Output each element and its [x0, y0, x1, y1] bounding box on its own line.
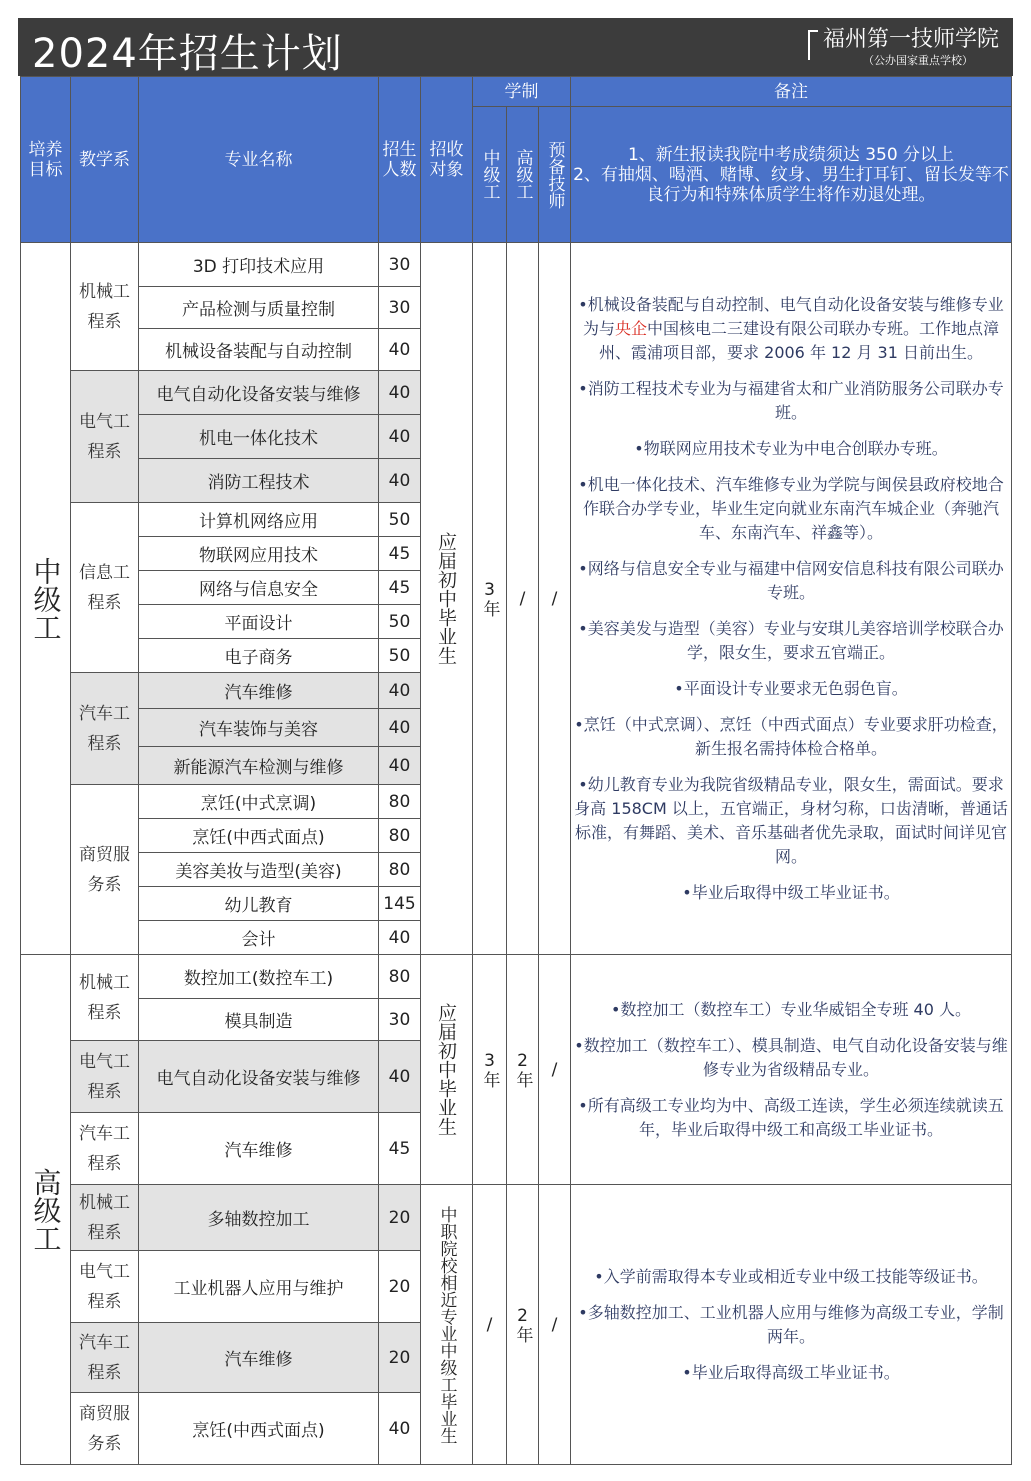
major-count: 40 [379, 673, 421, 709]
note-item: •机械设备装配与自动控制、电气自动化设备安装与维修专业为与央企中国核电二三建设有限公司联办专班。工作地点漳州、霞浦项目部，要求 2006 年 12 月 31 日前出生。 [578, 294, 1004, 362]
major-count: 40 [379, 1041, 421, 1113]
level-high: 高级工 [21, 955, 71, 1465]
major-name: 电子商务 [139, 639, 379, 673]
major-name: 模具制造 [139, 999, 379, 1041]
page-header [18, 18, 1013, 76]
dept-cell: 机械工程系 [71, 243, 139, 371]
major-name: 多轴数控加工 [139, 1185, 379, 1251]
major-name: 3D 打印技术应用 [139, 243, 379, 287]
bracket-decoration [808, 30, 818, 60]
sys-pre-cell: / [539, 1185, 571, 1465]
major-name: 工业机器人应用与维护 [139, 1251, 379, 1323]
major-count: 50 [379, 605, 421, 639]
note-item: •消防工程技术专业为与福建省太和广业消防服务公司联办专班。 [578, 378, 1004, 422]
school-subtitle: （公办国家重点学校） [863, 54, 973, 67]
sys-pre-cell: / [539, 955, 571, 1185]
note-item: •数控加工（数控车工）、模具制造、电气自动化设备安装与维修专业为省级精品专业。 [574, 1035, 1008, 1079]
major-name: 平面设计 [139, 605, 379, 639]
col-system-high: 高级工 [507, 107, 539, 243]
note-item: •毕业后取得高级工毕业证书。 [682, 1362, 900, 1382]
major-count: 30 [379, 287, 421, 329]
dept-cell: 汽车工程系 [71, 673, 139, 785]
major-count: 50 [379, 639, 421, 673]
major-name: 汽车装饰与美容 [139, 709, 379, 747]
major-name: 数控加工(数控车工) [139, 955, 379, 999]
major-count: 20 [379, 1185, 421, 1251]
major-count: 45 [379, 571, 421, 605]
major-count: 40 [379, 1393, 421, 1465]
major-count: 50 [379, 503, 421, 537]
major-name: 汽车维修 [139, 1323, 379, 1393]
major-name: 汽车维修 [139, 673, 379, 709]
major-name: 电气自动化设备安装与维修 [139, 371, 379, 415]
major-count: 40 [379, 371, 421, 415]
dept-cell: 电气工程系 [71, 1251, 139, 1323]
note-item: •毕业后取得中级工毕业证书。 [682, 882, 900, 902]
col-system: 学制 [473, 77, 571, 107]
mid-notes [571, 243, 1012, 955]
note-item: •机电一体化技术、汽车维修专业为学院与闽侯县政府校地合作联合办学专业，毕业生定向就业东南汽车城企业（奔驰汽车、东南汽车、祥鑫等）。 [578, 474, 1004, 542]
major-name: 美容美妆与造型(美容) [139, 853, 379, 887]
school-name: 福州第一技师学院 [822, 27, 999, 52]
major-count: 30 [379, 243, 421, 287]
note-item: •多轴数控加工、工业机器人应用与维修为高级工专业，学制两年。 [578, 1302, 1004, 1346]
sys-mid-cell: / [473, 1185, 507, 1465]
col-major: 专业名称 [139, 77, 379, 243]
major-count: 20 [379, 1323, 421, 1393]
col-target: 招收对象 [421, 77, 473, 243]
major-count: 40 [379, 415, 421, 459]
major-name: 幼儿教育 [139, 887, 379, 921]
major-name: 烹饪(中西式面点) [139, 819, 379, 853]
sys-mid-cell: 3年 [473, 955, 507, 1185]
sys-mid-cell: 3年 [473, 243, 507, 955]
note-item: •所有高级工专业均为中、高级工连读，学生必须连续就读五年，毕业后取得中级工和高级工毕业证书。 [578, 1095, 1004, 1139]
major-count: 40 [379, 921, 421, 955]
sys-high-cell: 2年 [507, 955, 539, 1185]
target-cell: 应届初中毕业生 [421, 955, 473, 1185]
level-mid: 中级工 [21, 243, 71, 955]
major-name: 机电一体化技术 [139, 415, 379, 459]
sys-pre-cell: / [539, 243, 571, 955]
note-item: •物联网应用技术专业为中电合创联办专班。 [634, 438, 948, 458]
major-name: 机械设备装配与自动控制 [139, 329, 379, 371]
note-item: •烹饪（中式烹调）、烹饪（中西式面点）专业要求肝功检查，新生报名需持体检合格单。 [574, 714, 1008, 758]
major-count: 40 [379, 747, 421, 785]
high-notes-2 [571, 1185, 1012, 1465]
note-item: •网络与信息安全专业与福建中信网安信息科技有限公司联办专班。 [578, 558, 1004, 602]
header-note-1: 1、新生报读我院中考成绩须达 350 分以上 [627, 144, 955, 165]
major-name: 产品检测与质量控制 [139, 287, 379, 329]
major-count: 30 [379, 999, 421, 1041]
col-dept: 教学系 [71, 77, 139, 243]
major-name: 消防工程技术 [139, 459, 379, 503]
dept-cell: 机械工程系 [71, 955, 139, 1041]
major-name: 新能源汽车检测与维修 [139, 747, 379, 785]
major-count: 145 [379, 887, 421, 921]
major-count: 80 [379, 785, 421, 819]
target-cell: 应届初中毕业生 [421, 243, 473, 955]
col-notes: 备注 [571, 77, 1012, 107]
note-item: •数控加工（数控车工）专业华威铝全专班 40 人。 [611, 999, 972, 1019]
major-count: 80 [379, 853, 421, 887]
major-count: 80 [379, 955, 421, 999]
major-count: 80 [379, 819, 421, 853]
major-name: 计算机网络应用 [139, 503, 379, 537]
note-item: •平面设计专业要求无色弱色盲。 [674, 678, 908, 698]
note-item: •幼儿教育专业为我院省级精品专业，限女生，需面试。要求身高 158CM 以上，五官端正，身材匀称，口齿清晰，普通话标准，有舞蹈、美术、音乐基础者优先录取，面试时间详见官网。 [574, 774, 1008, 866]
major-name: 汽车维修 [139, 1113, 379, 1185]
dept-cell: 信息工程系 [71, 503, 139, 673]
col-system-mid: 中级工 [473, 107, 507, 243]
dept-cell: 电气工程系 [71, 1041, 139, 1113]
dept-cell: 机械工程系 [71, 1185, 139, 1251]
target-cell: 中职院校相近专业中级工毕业生 [421, 1185, 473, 1465]
page-title: 2024年招生计划 [32, 31, 343, 77]
col-system-pre: 预备技师 [539, 107, 571, 243]
col-count: 招生人数 [379, 77, 421, 243]
high-notes-1 [571, 955, 1012, 1185]
dept-cell: 商贸服务系 [71, 1393, 139, 1465]
major-name: 网络与信息安全 [139, 571, 379, 605]
major-count: 40 [379, 459, 421, 503]
major-name: 烹饪(中式烹调) [139, 785, 379, 819]
major-count: 45 [379, 537, 421, 571]
sys-high-cell: / [507, 243, 539, 955]
major-count: 40 [379, 329, 421, 371]
major-count: 40 [379, 709, 421, 747]
major-count: 20 [379, 1251, 421, 1323]
note-item: •入学前需取得本专业或相近专业中级工技能等级证书。 [594, 1266, 988, 1286]
dept-cell: 汽车工程系 [71, 1323, 139, 1393]
major-name: 电气自动化设备安装与维修 [139, 1041, 379, 1113]
major-name: 烹饪(中西式面点) [139, 1393, 379, 1465]
dept-cell: 汽车工程系 [71, 1113, 139, 1185]
sys-high-cell: 2年 [507, 1185, 539, 1465]
major-name: 会计 [139, 921, 379, 955]
header-note-2: 2、有抽烟、喝酒、赌博、纹身、男生打耳钉、留长发等不良行为和特殊体质学生将作劝退处理。 [573, 164, 1009, 205]
note-item: •美容美发与造型（美容）专业与安琪儿美容培训学校联合办学，限女生，要求五官端正。 [578, 618, 1004, 662]
header-notes [571, 107, 1012, 243]
major-count: 45 [379, 1113, 421, 1185]
dept-cell: 商贸服务系 [71, 785, 139, 955]
dept-cell: 电气工程系 [71, 371, 139, 503]
major-name: 物联网应用技术 [139, 537, 379, 571]
enrollment-table [20, 76, 1012, 1465]
col-goal: 培养目标 [21, 77, 71, 243]
